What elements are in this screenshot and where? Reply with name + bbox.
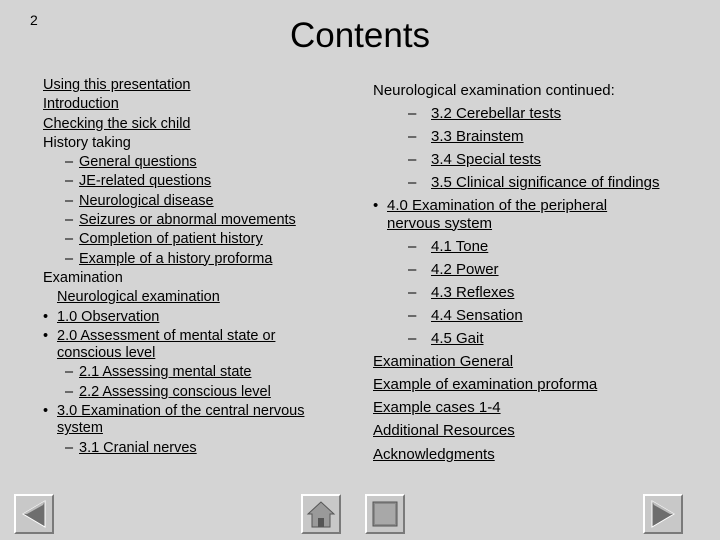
dash-marker: –: [65, 212, 74, 229]
contents-item-brainstem: [373, 125, 693, 148]
contents-item-resources: [373, 419, 693, 442]
link-examination-general[interactable]: Examination General: [373, 353, 514, 371]
link-peripheral-system[interactable]: nervous system: [387, 214, 493, 232]
dash-marker: –: [65, 154, 74, 171]
contents-item-cerebellar: [373, 102, 693, 125]
link-gait[interactable]: 4.5 Gait: [431, 330, 484, 348]
dash-marker: –: [65, 383, 74, 400]
link-examination-proforma[interactable]: Example of examination proforma: [373, 376, 598, 394]
contents-item-completion: [43, 230, 343, 249]
link-completion-history[interactable]: Completion of patient history: [79, 231, 263, 248]
dash-marker: –: [408, 174, 417, 192]
contents-right-column: [373, 79, 693, 466]
dash-marker: –: [408, 151, 417, 169]
link-cns-examination[interactable]: 3.0 Examination of the central nervous: [57, 403, 305, 420]
triangle-right-icon: [648, 499, 678, 529]
contents-item-assessment-cont: [43, 344, 343, 363]
contents-item-sensation: [373, 304, 693, 327]
contents-item-clinical: [373, 171, 693, 194]
link-checking-sick-child[interactable]: Checking the sick child: [43, 115, 191, 132]
contents-item-cns-cont: [43, 419, 343, 438]
dash-marker: –: [65, 439, 74, 456]
bullet-marker: •: [373, 197, 379, 215]
link-introduction[interactable]: Introduction: [43, 96, 119, 113]
link-neuro-disease[interactable]: Neurological disease: [79, 192, 214, 209]
contents-item-cns: [43, 402, 343, 421]
contents-item-cranial: [43, 439, 343, 458]
triangle-left-icon: [19, 499, 49, 529]
contents-item-power: [373, 258, 693, 281]
bullet-marker: •: [43, 403, 49, 420]
section-heading-examination: Examination: [43, 269, 123, 286]
slide-number: 2: [30, 12, 38, 28]
contents-item-acknowledgments: [373, 443, 693, 466]
link-assessing-conscious-level[interactable]: 2.2 Assessing conscious level: [79, 383, 271, 400]
link-example-cases[interactable]: Example cases 1-4: [373, 399, 501, 417]
dash-marker: –: [408, 237, 417, 255]
link-peripheral-examination[interactable]: 4.0 Examination of the peripheral: [387, 197, 608, 215]
contents-item-tone: [373, 235, 693, 258]
section-heading-history: History taking: [43, 134, 131, 151]
link-cns-system[interactable]: system: [57, 420, 103, 437]
home-icon: [306, 499, 336, 529]
contents-item-observation: [43, 308, 343, 327]
dash-marker: –: [408, 306, 417, 324]
contents-item-peripheral: [373, 194, 693, 217]
contents-item-exam-proforma: [373, 373, 693, 396]
stop-button[interactable]: [365, 494, 405, 534]
link-seizures[interactable]: Seizures or abnormal movements: [79, 212, 296, 229]
page-title-text: Contents: [289, 16, 431, 55]
dash-marker: –: [408, 283, 417, 301]
dash-marker: –: [65, 250, 74, 267]
link-cranial-nerves[interactable]: 3.1 Cranial nerves: [79, 439, 197, 456]
link-observation[interactable]: 1.0 Observation: [57, 308, 160, 325]
link-brainstem[interactable]: 3.3 Brainstem: [431, 128, 524, 146]
dash-marker: –: [65, 364, 74, 381]
contents-item-seizures: [43, 211, 343, 230]
section-heading-continued: Neurological examination continued:: [373, 82, 615, 99]
dash-marker: –: [65, 192, 74, 209]
link-assessment-conscious-level[interactable]: conscious level: [57, 345, 156, 362]
contents-item-reflexes: [373, 281, 693, 304]
contents-item-cases: [373, 396, 693, 419]
dash-marker: –: [408, 260, 417, 278]
link-general-questions[interactable]: General questions: [79, 154, 197, 171]
dash-marker: –: [65, 231, 74, 248]
contents-item-checking: [43, 115, 343, 134]
contents-item-general-questions: [43, 153, 343, 172]
home-button[interactable]: [301, 494, 341, 534]
contents-item-using: [43, 76, 343, 95]
link-assessing-mental-state[interactable]: 2.1 Assessing mental state: [79, 364, 252, 381]
link-special-tests[interactable]: 3.4 Special tests: [431, 151, 542, 169]
link-example-history-proforma[interactable]: Example of a history proforma: [79, 250, 273, 267]
link-using-presentation[interactable]: Using this presentation: [43, 77, 191, 93]
link-assessment-mental-state[interactable]: 2.0 Assessment of mental state or: [57, 327, 276, 344]
link-additional-resources[interactable]: Additional Resources: [373, 422, 515, 440]
previous-button[interactable]: [14, 494, 54, 534]
contents-item-special: [373, 148, 693, 171]
dash-marker: –: [408, 128, 417, 146]
contents-item-neuro-exam: [43, 288, 343, 307]
stop-icon: [370, 499, 400, 529]
link-cerebellar-tests[interactable]: 3.2 Cerebellar tests: [431, 105, 562, 123]
contents-item-assessment: [43, 327, 343, 346]
contents-item-conscious-level: [43, 383, 343, 402]
contents-item-mental-state: [43, 363, 343, 382]
dash-marker: –: [408, 105, 417, 123]
link-acknowledgments[interactable]: Acknowledgments: [373, 445, 495, 463]
page-title: [0, 16, 720, 56]
link-power[interactable]: 4.2 Power: [431, 260, 499, 278]
contents-item-example-history: [43, 250, 343, 269]
link-tone[interactable]: 4.1 Tone: [431, 237, 489, 255]
link-je-questions[interactable]: JE-related questions: [79, 173, 212, 190]
link-clinical-significance[interactable]: 3.5 Clinical significance of findings: [431, 174, 660, 192]
contents-item-neuro-disease: [43, 192, 343, 211]
bullet-marker: •: [43, 308, 49, 325]
contents-item-gait: [373, 327, 693, 350]
contents-item-introduction: [43, 95, 343, 114]
bullet-marker: •: [43, 327, 49, 344]
link-sensation[interactable]: 4.4 Sensation: [431, 306, 523, 324]
link-neuro-examination[interactable]: Neurological examination: [57, 289, 220, 306]
dash-marker: –: [408, 330, 417, 348]
contents-item-je-questions: [43, 172, 343, 191]
next-button[interactable]: [643, 494, 683, 534]
contents-left-column: [43, 76, 343, 458]
link-reflexes[interactable]: 4.3 Reflexes: [431, 283, 515, 301]
dash-marker: –: [65, 173, 74, 190]
contents-item-exam-general: [373, 350, 693, 373]
